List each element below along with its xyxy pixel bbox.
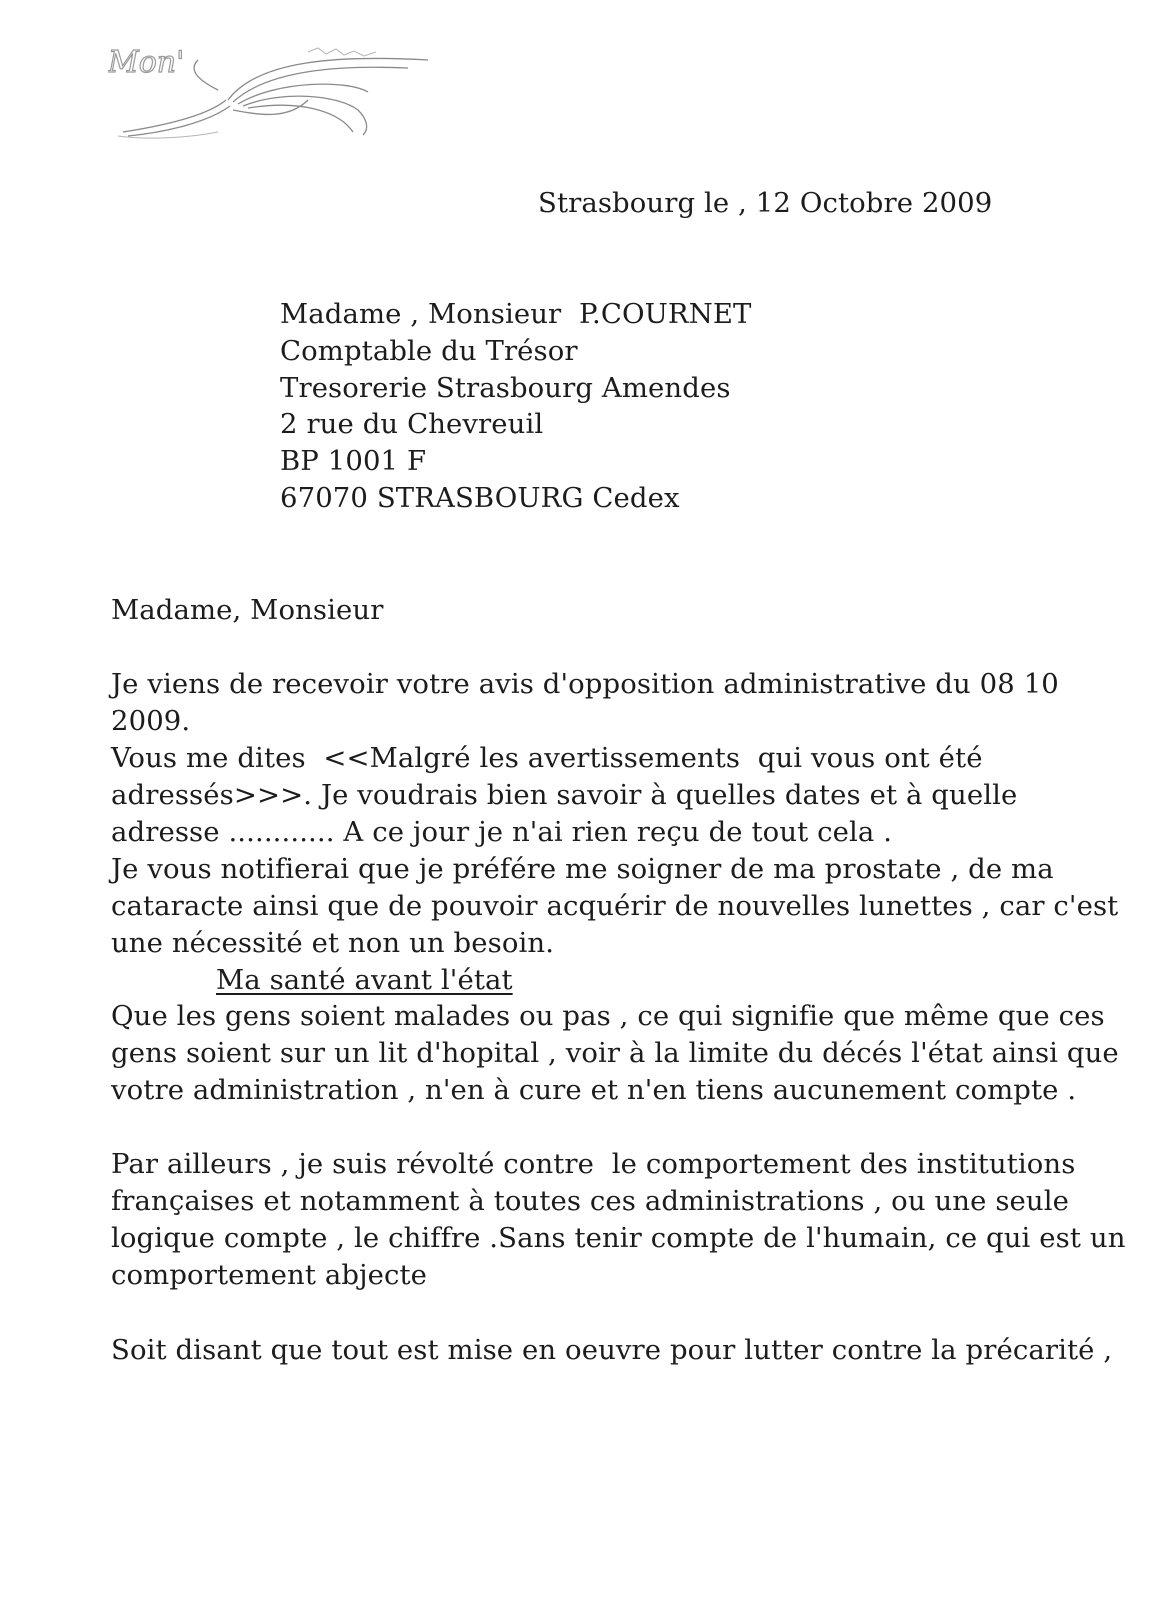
recipient-line: 2 rue du Chevreuil xyxy=(280,408,544,440)
body-line: Je vous notifierai que je préfére me soigner de ma prostate , de ma xyxy=(111,853,1054,885)
recipient-line: BP 1001 F xyxy=(280,445,427,477)
body-line: logique compte , le chiffre .Sans tenir compte de l'humain, ce qui est un xyxy=(111,1222,1126,1254)
body-line: 2009. xyxy=(111,705,191,737)
body-line: françaises et notamment à toutes ces administrations , ou une seule xyxy=(111,1185,1069,1217)
recipient-line: Madame , Monsieur P.COURNET xyxy=(280,298,752,330)
emphasis-heading: Ma santé avant l'état xyxy=(216,964,513,996)
recipient-line: Tresorerie Strasbourg Amendes xyxy=(280,372,731,404)
body-line: une nécessité et non un besoin. xyxy=(111,927,555,959)
body-line: adresse ............ A ce jour je n'ai rien reçu de tout cela . xyxy=(111,816,893,848)
body-line: Soit disant que tout est mise en oeuvre pour lutter contre la précarité , xyxy=(111,1334,1113,1366)
date-line: Strasbourg le , 12 Octobre 2009 xyxy=(538,187,993,219)
body-line: votre administration , n'en à cure et n'en tiens aucunement compte . xyxy=(111,1074,1077,1106)
recipient-line: 67070 STRASBOURG Cedex xyxy=(280,482,680,514)
body-line: Par ailleurs , je suis révolté contre le comportement des institutions xyxy=(111,1148,1076,1180)
swirl-logo-icon xyxy=(108,40,438,150)
body-line: Que les gens soient malades ou pas , ce qui signifie que même que ces xyxy=(111,1000,1105,1032)
body-line: gens soient sur un lit d'hopital , voir à la limite du décés l'état ainsi que xyxy=(111,1037,1119,1069)
body-line: adressés>>>. Je voudrais bien savoir à quelles dates et à quelle xyxy=(111,779,1018,811)
body-line: Vous me dites <<Malgré les avertissements qui vous ont été xyxy=(111,742,983,774)
body-line: comportement abjecte xyxy=(111,1259,428,1291)
body-line: Je viens de recevoir votre avis d'opposition administrative du 08 10 xyxy=(111,668,1059,700)
body-line: cataracte ainsi que de pouvoir acquérir de nouvelles lunettes , car c'est xyxy=(111,890,1119,922)
salutation: Madame, Monsieur xyxy=(111,594,384,626)
recipient-line: Comptable du Trésor xyxy=(280,335,578,367)
logo-text: Mon' xyxy=(108,45,185,80)
